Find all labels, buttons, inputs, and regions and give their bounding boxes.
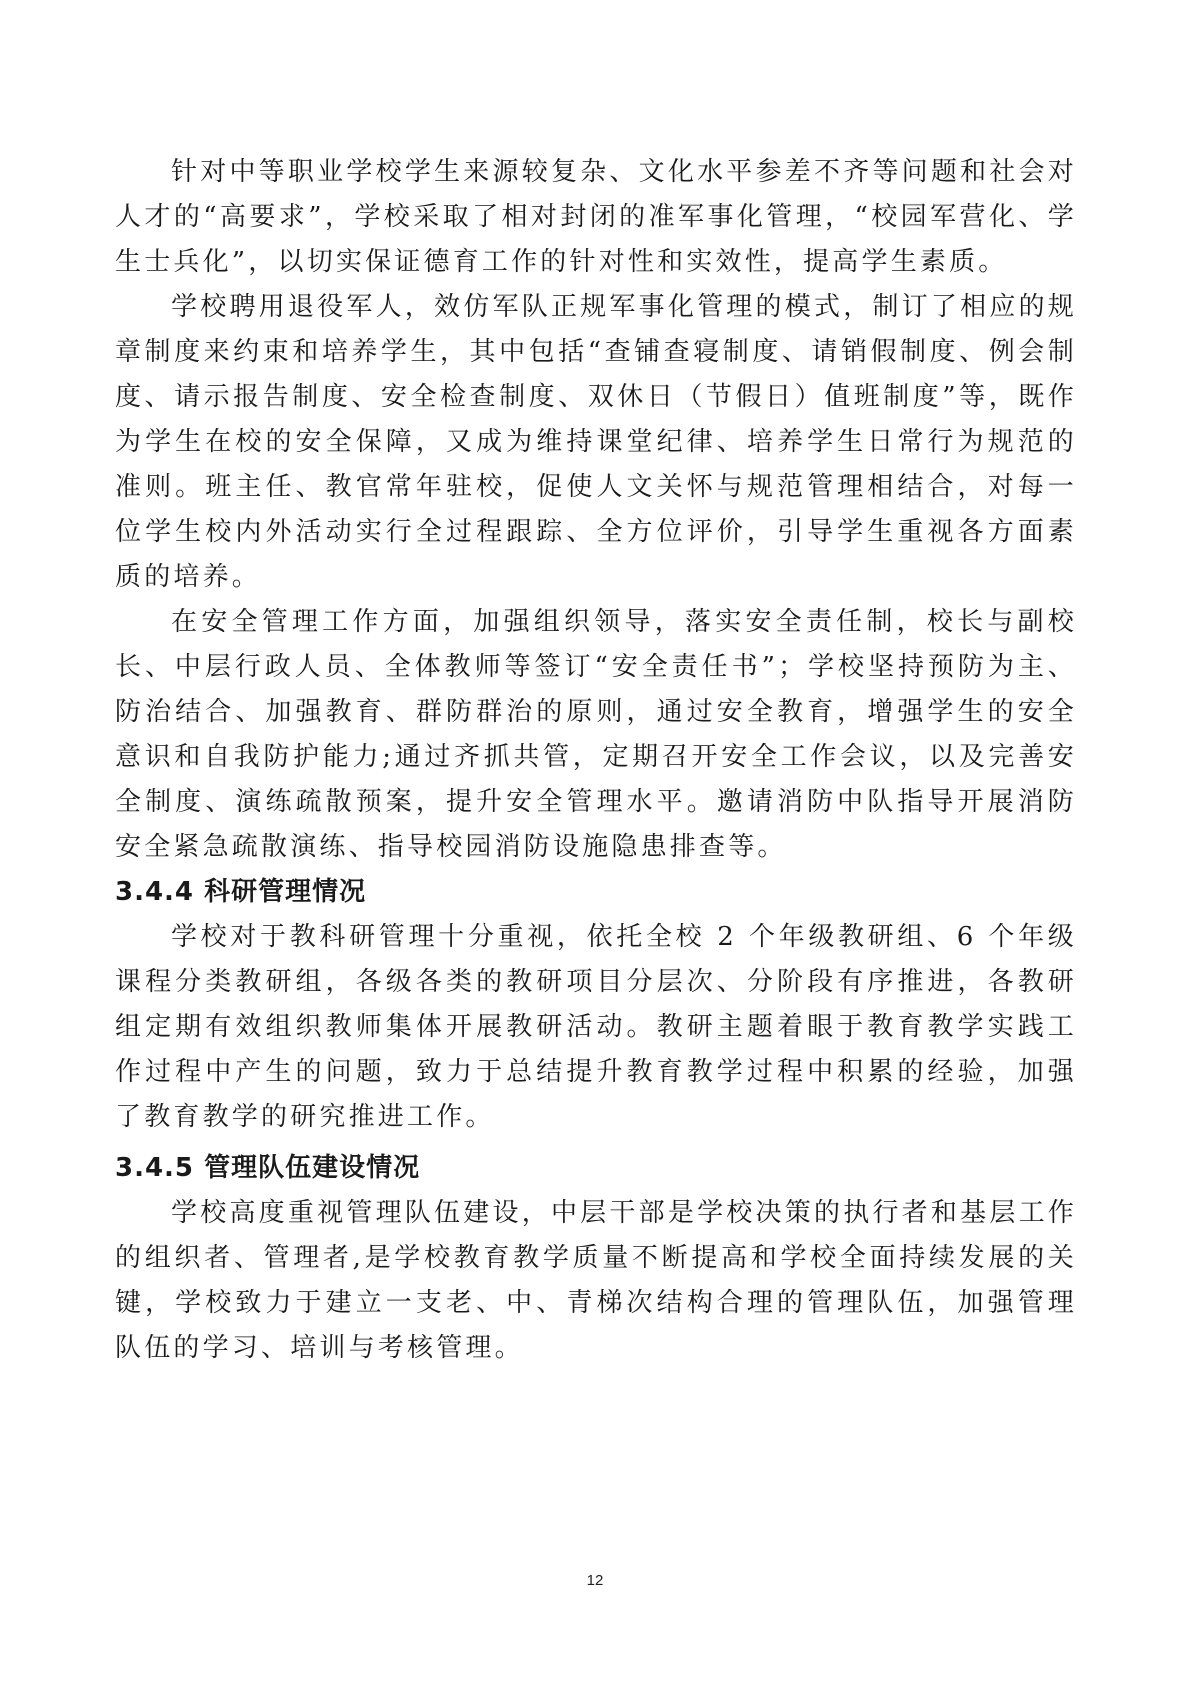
section-heading-research-management: 3.4.4 科研管理情况 [115, 877, 367, 907]
paragraph-regulations: 学校聘用退役军人，效仿军队正规军事化管理的模式，制订了相应的规章制度来约束和培养学生，其中包括“查铺查寝制度、请销假制度、例会制度、请示报告制度、安全检查制度、双休日（节假日）值班制度”等，既作为学生在校的安全保障，又成为维持课堂纪律、培养学生日常行为规范的准则。班主任、教官常年驻校，促使人文关怀与规范管理相结合，对每一位学生校内外活动实行全过程跟踪、全方位评价，引导学生重视各方面素质的培养。 [115, 292, 1077, 592]
page-number: 12 [586, 1572, 604, 1589]
paragraph-military-management: 针对中等职业学校学生来源较复杂、文化水平参差不齐等问题和社会对人才的“高要求”，学校采取了相对封闭的准军事化管理，“校园军营化、学生士兵化”，以切实保证德育工作的针对性和实效性，提高学生素质。 [115, 157, 1077, 277]
paragraph-research-management: 学校对于教科研管理十分重视，依托全校 2 个年级教研组、6 个年级课程分类教研组，各级各类的教研项目分层次、分阶段有序推进，各教研组定期有效组织教师集体开展教研活动。教研主题着眼于教育教学实践工作过程中产生的问题，致力于总结提升教育教学过程中积累的经验，加强了教育教学的研究推进工作。 [115, 922, 1077, 1132]
document-body [115, 150, 1077, 1371]
section-heading-management-team: 3.4.5 管理队伍建设情况 [115, 1153, 421, 1183]
paragraph-management-team: 学校高度重视管理队伍建设，中层干部是学校决策的执行者和基层工作的组织者、管理者,是学校教育教学质量不断提高和学校全面持续发展的关键，学校致力于建立一支老、中、青梯次结构合理的管理队伍，加强管理队伍的学习、培训与考核管理。 [115, 1198, 1077, 1363]
paragraph-safety-management: 在安全管理工作方面，加强组织领导，落实安全责任制，校长与副校长、中层行政人员、全体教师等签订“安全责任书”；学校坚持预防为主、防治结合、加强教育、群防群治的原则，通过安全教育，增强学生的安全意识和自我防护能力;通过齐抓共管，定期召开安全工作会议，以及完善安全制度、演练疏散预案，提升安全管理水平。邀请消防中队指导开展消防安全紧急疏散演练、指导校园消防设施隐患排查等。 [115, 607, 1077, 862]
